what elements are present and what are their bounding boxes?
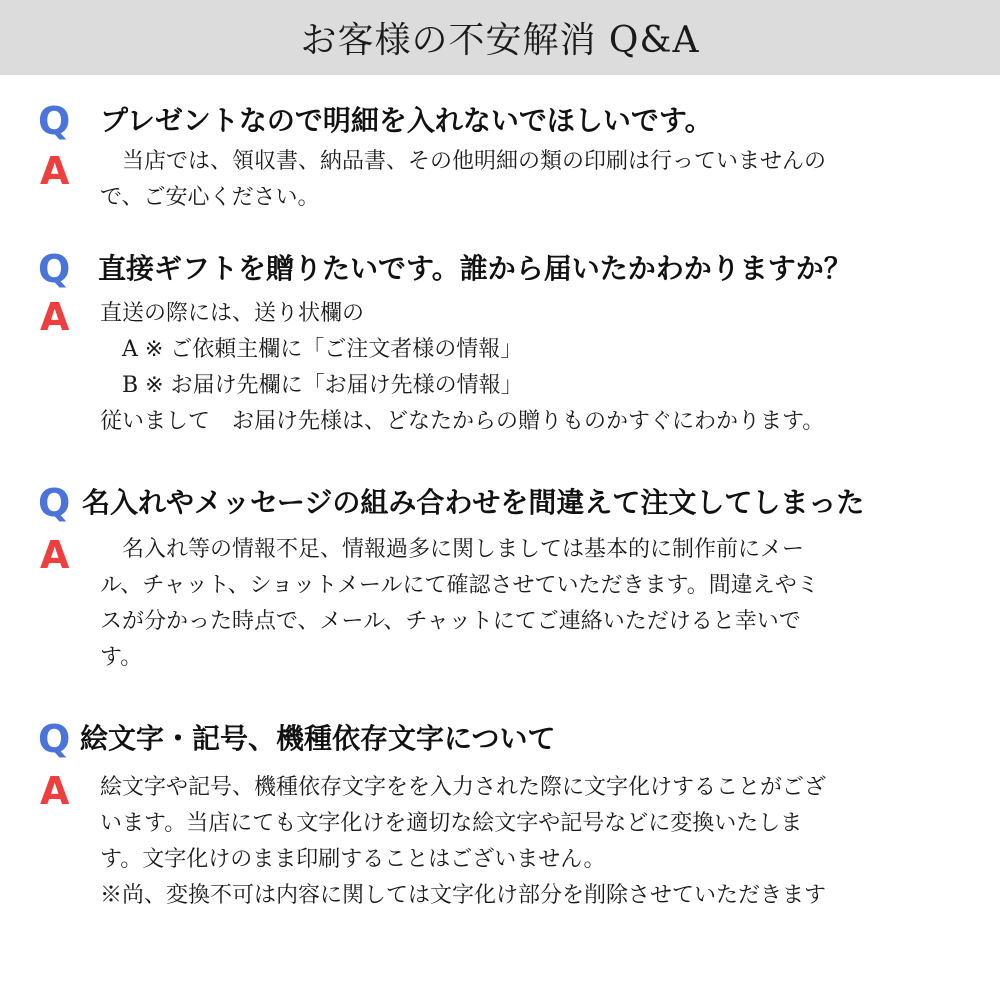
answer-line: ※尚、変換不可は内容に関しては文字化け部分を削除させていただきます xyxy=(100,883,827,908)
faq-answer xyxy=(100,296,930,440)
faq-question: 直接ギフトを贈りたいです。誰から届いたかわかりますか？ xyxy=(98,252,852,285)
page-header xyxy=(0,0,1000,75)
answer-line: す。 xyxy=(100,645,143,670)
faq-question: プレゼントなので明細を入れないでほしいです。 xyxy=(100,104,713,137)
a-mark-icon: A xyxy=(40,533,70,577)
faq-question: 絵文字・記号、機種依存文字について xyxy=(80,722,556,755)
answer-line: 直送の際には、送り状欄の xyxy=(100,301,365,326)
a-mark-icon: A xyxy=(40,769,70,813)
q-mark-icon: Q xyxy=(38,481,71,525)
q-mark-icon: Q xyxy=(38,717,71,761)
answer-line: ル、チャット、ショットメールにて確認させていただきます。間違えやミ xyxy=(100,573,819,598)
answer-line: 名入れ等の情報不足、情報過多に関しましては基本的に制作前にメー xyxy=(122,537,805,562)
q-mark-icon: Q xyxy=(38,247,71,291)
a-mark-icon: A xyxy=(40,295,70,339)
answer-line: 当店では、領収書、納品書、その他明細の類の印刷は行っていませんの xyxy=(122,149,827,174)
faq-answer xyxy=(100,770,930,914)
faq-answer xyxy=(100,532,930,676)
faq-answer xyxy=(100,144,930,216)
q-mark-icon: Q xyxy=(38,99,71,143)
answer-line: スが分かった時点で、メール、チャットにてご連絡いただけると幸いで xyxy=(100,609,801,634)
answer-line: B ※ お届け先欄に「お届け先様の情報」 xyxy=(122,373,523,398)
a-mark-icon: A xyxy=(40,149,70,193)
faq-question: 名入れやメッセージの組み合わせを間違えて注文してしまった xyxy=(82,486,865,519)
answer-line: で、ご安心ください。 xyxy=(100,185,320,210)
answer-line: 絵文字や記号、機種依存文字をを入力された際に文字化けすることがござ xyxy=(100,775,827,800)
page-title: お客様の不安解消 Q&A xyxy=(300,20,700,61)
answer-line: す。文字化けのまま印刷することはございません。 xyxy=(100,847,606,872)
answer-line: います。当店にても文字化けを適切な絵文字や記号などに変換いたしま xyxy=(100,811,803,836)
answer-line: 従いまして お届け先様は、どなたからの贈りものかすぐにわかります。 xyxy=(100,409,825,434)
answer-line: A ※ ご依頼主欄に「ご注文者様の情報」 xyxy=(122,337,523,362)
